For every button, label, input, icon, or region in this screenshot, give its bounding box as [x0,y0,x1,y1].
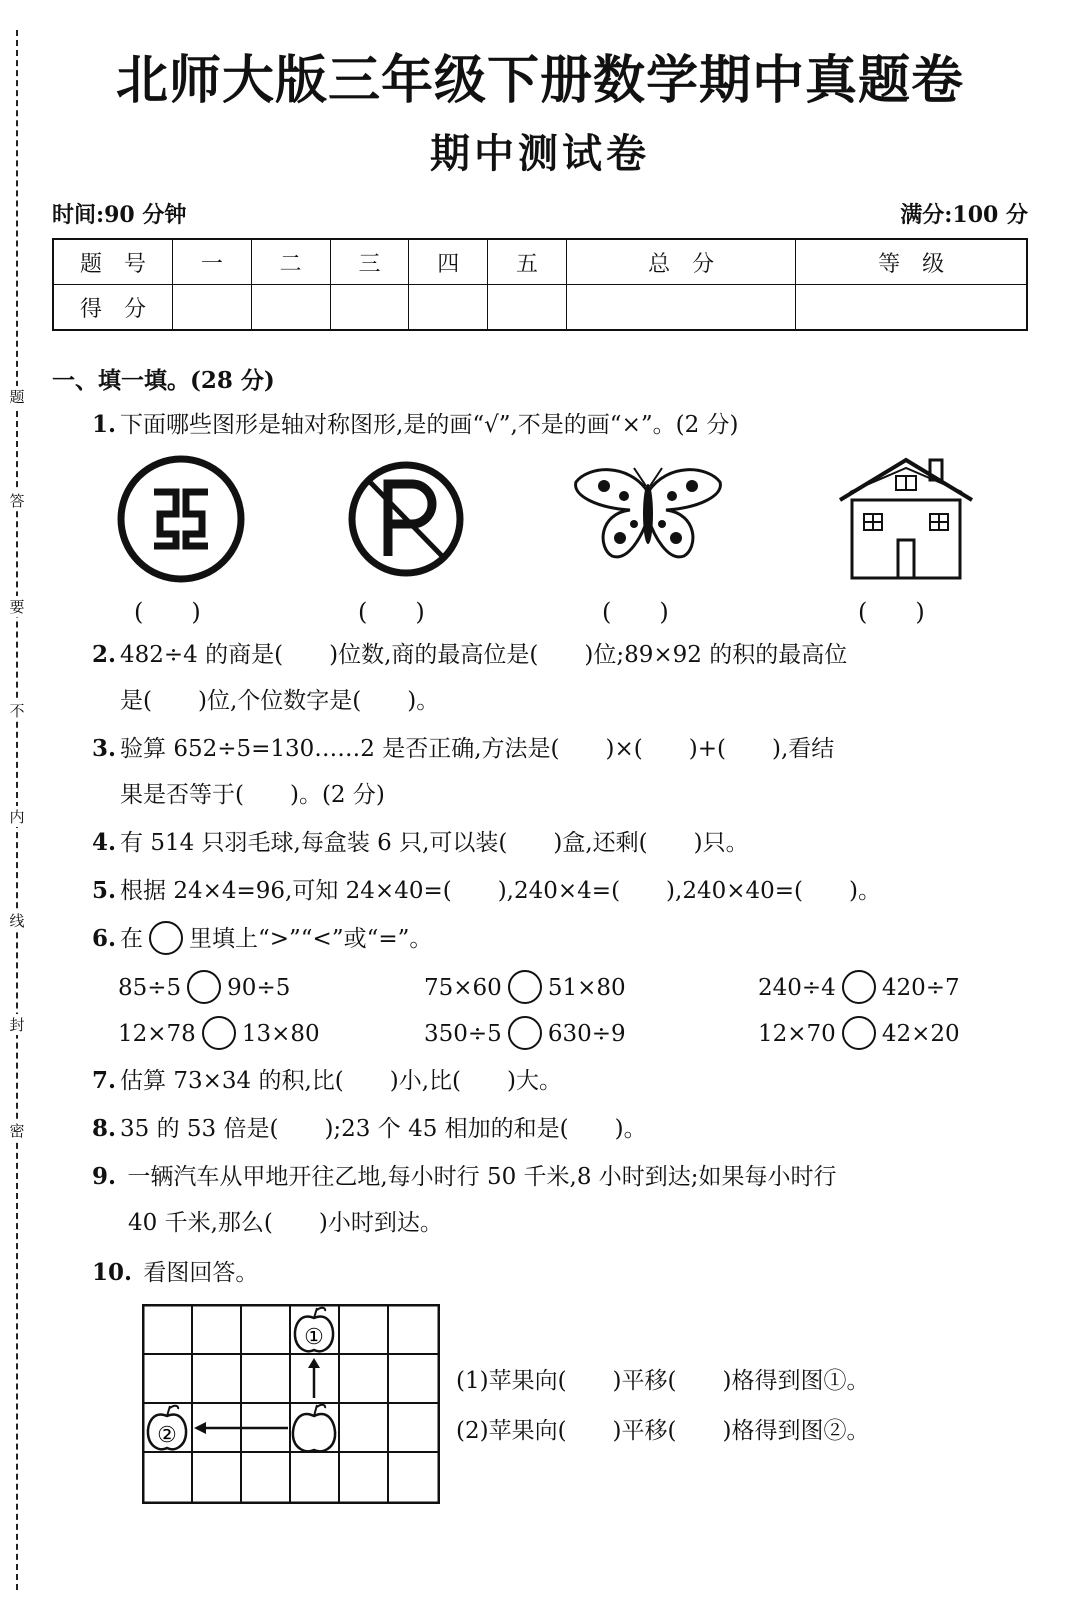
question-number: 6. [92,925,117,952]
answer-paren[interactable]: ( ) [358,598,425,626]
compare-answer-circle[interactable] [842,970,876,1004]
compare-item [118,972,290,1006]
expr-left: 240÷4 [758,975,836,1001]
question-10 [92,1250,258,1296]
table-cell: 总 分 [566,239,795,285]
table-cell: 三 [330,239,409,285]
house-icon [836,452,976,584]
compare-item [758,972,960,1006]
expr-left: 85÷5 [118,975,182,1001]
question-text: 估算 73×34 的积,比( )小,比( )大。 [120,1068,562,1094]
compare-answer-circle[interactable] [508,970,542,1004]
expr-left: 350÷5 [424,1021,502,1047]
apple-2-label: ② [157,1423,177,1448]
maze-circle-icon [114,452,248,586]
arrowhead-left [194,1422,206,1434]
compare-answer-circle[interactable] [508,1016,542,1050]
question-10-part-2: (2)苹果向( )平移( )格得到图②。 [456,1418,870,1444]
apple-2-icon [148,1406,186,1449]
expr-left: 75×60 [424,975,502,1001]
question-text: 果是否等于( )。(2 分) [120,782,385,808]
question-text: 在 [120,926,144,952]
butterfly-icon [568,452,728,572]
answer-paren[interactable]: ( ) [134,598,201,626]
question-text: 根据 24×4=96,可知 24×40=( ),240×4=( ),240×40=( )。 [120,878,881,904]
full-score: 满分:100 分 [900,202,1028,228]
margin-char: 要 [6,596,28,617]
question-number: 3. [92,735,117,762]
expr-right: 42×20 [881,1021,960,1047]
question-10-part-1: (1)苹果向( )平移( )格得到图①。 [456,1368,870,1394]
score-entry-cell[interactable] [173,285,252,331]
question-4 [92,820,749,866]
table-cell: 题 号 [53,239,173,285]
question-number: 7. [92,1067,117,1094]
table-cell: 五 [488,239,567,285]
compare-answer-circle[interactable] [202,1016,236,1050]
question-number: 8. [92,1115,117,1142]
question-number: 5. [92,877,117,904]
score-entry-cell[interactable] [796,285,1027,331]
question-text: 有 514 只羽毛球,每盒装 6 只,可以装( )盒,还剩( )只。 [120,830,749,856]
question-number: 9. [92,1163,117,1190]
question-6 [92,916,432,962]
expr-right: 13×80 [241,1021,320,1047]
question-text: 下面哪些图形是轴对称图形,是的画“√”,不是的画“×”。(2 分) [120,412,739,438]
score-entry-cell[interactable] [488,285,567,331]
question-9 [92,1154,837,1246]
compare-item [424,972,626,1006]
no-parking-icon [346,452,466,586]
question-text: 35 的 53 倍是( );23 个 45 相加的和是( )。 [120,1116,647,1142]
margin-char: 封 [6,1014,28,1035]
answer-paren[interactable]: ( ) [858,598,925,626]
question-text: 验算 652÷5=130……2 是否正确,方法是( )×( )+( ),看结 [120,736,835,762]
compare-item [118,1018,320,1052]
compare-answer-circle[interactable] [842,1016,876,1050]
question-number: 2. [92,641,117,668]
score-entry-cell[interactable] [566,285,795,331]
question-8 [92,1106,647,1152]
question-2 [92,632,847,724]
expr-left: 12×70 [758,1021,836,1047]
question-number: 10. [92,1259,133,1286]
expr-right: 630÷9 [547,1021,626,1047]
compare-answer-circle[interactable] [187,970,221,1004]
apple-1-label: ① [304,1325,324,1350]
question-text: 里填上“>”“<”或“=”。 [189,926,433,952]
translation-grid [142,1304,440,1504]
score-entry-cell[interactable] [330,285,409,331]
question-number: 4. [92,829,117,856]
compare-item [758,1018,960,1052]
answer-paren[interactable]: ( ) [602,598,669,626]
question-3 [92,726,834,818]
score-entry-cell[interactable] [409,285,488,331]
expr-left: 12×78 [118,1021,196,1047]
margin-char: 不 [6,700,28,721]
compare-item [424,1018,626,1052]
margin-char: 线 [6,910,28,931]
table-cell: 等 级 [796,239,1027,285]
question-number: 1. [92,411,117,438]
margin-char: 密 [6,1120,28,1141]
table-cell: 得 分 [53,285,173,331]
question-5 [92,868,881,914]
question-1 [92,402,739,448]
table-cell: 二 [251,239,330,285]
apple-icon [293,1405,335,1451]
apple-1-icon [295,1308,333,1351]
expr-right: 90÷5 [227,975,291,1001]
compare-circle-icon [149,921,183,955]
question-text: 看图回答。 [136,1260,259,1286]
table-cell: 一 [173,239,252,285]
page-title: 北师大版三年级下册数学期中真题卷 [115,51,964,111]
question-text: 40 千米,那么( )小时到达。 [128,1210,443,1236]
table-row [53,239,1027,285]
score-entry-cell[interactable] [251,285,330,331]
expr-right: 51×80 [547,975,626,1001]
section-heading: 一、填一填。(28 分) [52,367,275,394]
margin-char: 内 [6,806,28,827]
margin-char: 题 [6,386,28,407]
table-row [53,285,1027,331]
arrowhead-up [308,1358,320,1368]
exam-time: 时间:90 分钟 [52,202,187,228]
margin-char: 答 [6,490,28,511]
question-text: 482÷4 的商是( )位数,商的最高位是( )位;89×92 的积的最高位 [120,642,848,668]
question-text: 一辆汽车从甲地开往乙地,每小时行 50 千米,8 小时到达;如果每小时行 [120,1164,837,1190]
expr-right: 420÷7 [881,975,960,1001]
page-subtitle: 期中测试卷 [430,130,650,177]
question-7 [92,1058,562,1104]
question-text: 是( )位,个位数字是( )。 [120,688,440,714]
score-table [52,238,1028,331]
table-cell: 四 [409,239,488,285]
